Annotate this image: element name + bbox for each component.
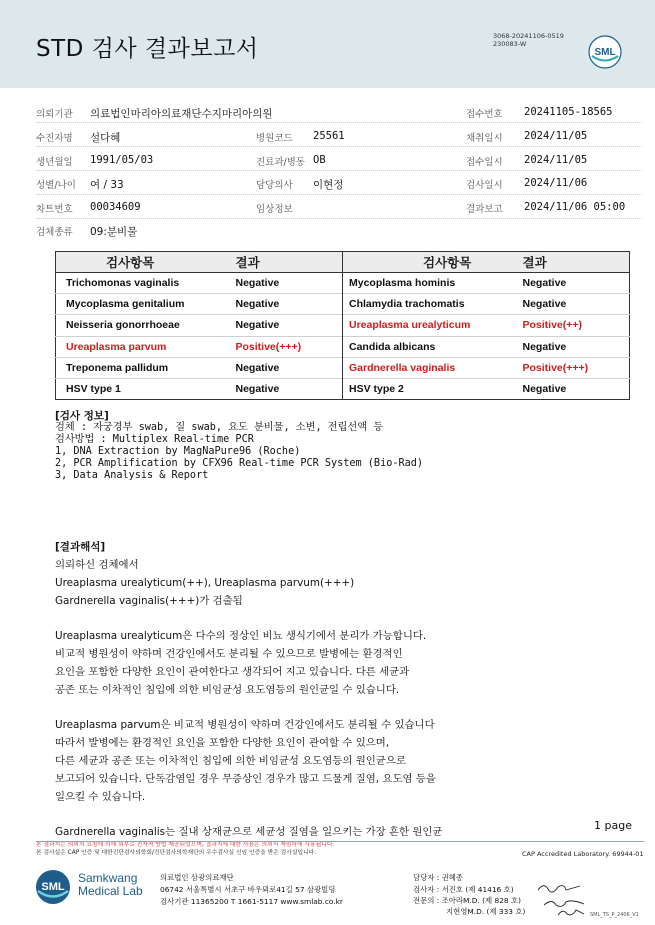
interpretation-line: 공존 또는 이차적인 침입에 의한 비임균성 요도염등의 원인균일 수 있습니다. bbox=[55, 684, 400, 696]
info-divider bbox=[36, 146, 642, 147]
hospital-code-label: 병원코드 bbox=[256, 133, 293, 144]
signature-tester bbox=[536, 880, 582, 896]
table-row bbox=[56, 357, 630, 378]
doctor-value: 이현정 bbox=[313, 179, 344, 191]
staff-specialist-2: 지현영M.D. (제 333 호) bbox=[446, 907, 526, 916]
info-divider bbox=[36, 122, 642, 123]
patient-value: 설다혜 bbox=[90, 132, 121, 144]
test-info-heading: [검사 정보] bbox=[55, 410, 109, 422]
reported-label: 결과보고 bbox=[466, 204, 503, 215]
institution-value: 의료법인마리아의료재단수지마리아의원 bbox=[90, 108, 273, 120]
page-number: 1 page bbox=[594, 819, 632, 832]
signature-specialist-2 bbox=[556, 906, 586, 919]
chart-label: 차트번호 bbox=[36, 204, 73, 215]
document-code-line-1: 3068-20241106-0519 bbox=[493, 32, 564, 40]
cap-accreditation: CAP Accredited Laboratory. 69944-01 bbox=[522, 850, 644, 858]
collected-value: 2024/11/05 bbox=[524, 130, 588, 142]
staff-manager: 담당자 : 권혜종 bbox=[413, 873, 464, 882]
sex-age-value: 여 / 33 bbox=[90, 179, 124, 191]
staff-tester: 검사자 : 서진호 (제 41416 호) bbox=[413, 885, 514, 894]
dept-label: 진료과/병동 bbox=[256, 157, 306, 168]
test-result: Negative bbox=[236, 273, 343, 294]
test-item: Candida albicans bbox=[343, 336, 523, 357]
info-divider bbox=[36, 170, 642, 171]
interpretation-line: 다른 세균과 공존 또는 이차적인 침입에 의한 비임균성 요도염등의 원인균으로 bbox=[55, 755, 406, 767]
receipt-no-value: 20241105-18565 bbox=[524, 106, 613, 118]
test-item: Neisseria gonorrhoeae bbox=[56, 315, 236, 336]
tested-label: 검사일시 bbox=[466, 180, 503, 191]
test-result: Negative bbox=[236, 378, 343, 399]
collected-label: 채취일시 bbox=[466, 133, 503, 144]
col-header-item: 검사항목 bbox=[56, 252, 236, 273]
sex-age-label: 성별/나이 bbox=[36, 180, 76, 191]
sml-footer-logo-icon bbox=[34, 868, 72, 906]
interpretation-line: 비교적 병원성이 약하며 건강인에서도 분리될 수 있으므로 발병에는 환경적인 bbox=[55, 648, 403, 660]
form-code: SML_TS_P_2406_V1 bbox=[590, 912, 639, 918]
brand-subname: Medical Lab bbox=[78, 884, 143, 898]
interpretation-heading: [결과해석] bbox=[55, 541, 106, 553]
info-divider bbox=[36, 218, 642, 219]
doctor-label: 담당의사 bbox=[256, 180, 293, 191]
table-row bbox=[56, 336, 630, 357]
footer-divider bbox=[36, 841, 644, 842]
table-row bbox=[56, 315, 630, 336]
chart-value: 00034609 bbox=[90, 201, 141, 213]
interpretation-line: 요인을 포함한 다양한 요인이 관여한다고 생각되어 지고 있습니다. 다른 세균과 bbox=[55, 666, 410, 678]
specimen-label: 검체종류 bbox=[36, 227, 73, 238]
footer-certification: 본 검사실은 CAP 인증 및 대한진단검사의학회/진단검사의학재단의 우수검사실 신임 인증을 받은 검사실입니다. bbox=[36, 850, 317, 856]
specimen-value: 09:분비물 bbox=[90, 226, 138, 238]
staff-specialist-1: 전문의 : 조아라M.D. (제 828 호) bbox=[413, 896, 521, 905]
lab-contact: 검사기관 11365200 T 1661-5117 www.smlab.co.kr bbox=[160, 897, 343, 906]
test-info-section bbox=[55, 410, 423, 482]
dob-value: 1991/05/03 bbox=[90, 154, 154, 166]
test-result: Negative bbox=[523, 378, 630, 399]
sml-logo-text: SML bbox=[594, 47, 616, 58]
test-result: Positive(+++) bbox=[236, 336, 343, 357]
table-row bbox=[56, 273, 630, 294]
test-item: Chlamydia trachomatis bbox=[343, 294, 523, 315]
test-info-line: 1, DNA Extraction by MagNaPure96 (Roche) bbox=[55, 446, 301, 457]
interpretation-line: Ureaplasma parvum은 비교적 병원성이 약하며 건강인에서도 분리될 수 있습니다 bbox=[55, 719, 435, 731]
lab-address: 06742 서울특별시 서초구 바우뫼로41길 57 삼광빌딩 bbox=[160, 885, 336, 894]
col-header-item: 검사항목 bbox=[343, 252, 523, 273]
interpretation-line: 보고되어 있습니다. 단독감염일 경우 무증상인 경우가 많고 드물게 질염, 요도염 등을 bbox=[55, 773, 436, 785]
dept-value: OB bbox=[313, 154, 326, 166]
hospital-code-value: 25561 bbox=[313, 130, 345, 142]
patient-label: 수진자명 bbox=[36, 133, 73, 144]
dob-label: 생년월일 bbox=[36, 157, 73, 168]
test-item: HSV type 1 bbox=[56, 378, 236, 399]
test-result: Negative bbox=[236, 357, 343, 378]
interpretation-line: Ureaplasma urealyticum은 다수의 정상인 비뇨 생식기에서 분리가 가능합니다. bbox=[55, 630, 427, 642]
interpretation-line: Gardnerella vaginalis는 질내 상재균으로 세균성 질염을 일으키는 가장 흔한 원인균 bbox=[55, 826, 443, 838]
brand-name: Samkwang bbox=[78, 871, 138, 885]
interpretation-line: Ureaplasma urealyticum(++), Ureaplasma parvum(+++) bbox=[55, 577, 355, 589]
results-table bbox=[55, 251, 630, 400]
interpretation-line: 따라서 발병에는 환경적인 요인을 포함한 다양한 요인이 관여할 수 있으며, bbox=[55, 737, 390, 749]
test-item: Ureaplasma urealyticum bbox=[343, 315, 523, 336]
test-result: Negative bbox=[523, 336, 630, 357]
test-item: Ureaplasma parvum bbox=[56, 336, 236, 357]
test-item: Trichomonas vaginalis bbox=[56, 273, 236, 294]
clinical-label: 임상정보 bbox=[256, 204, 293, 215]
test-result: Negative bbox=[236, 294, 343, 315]
test-info-line: 3, Data Analysis & Report bbox=[55, 470, 209, 481]
institution-label: 의뢰기관 bbox=[36, 109, 73, 120]
test-item: HSV type 2 bbox=[343, 378, 523, 399]
test-info-line: 검체 : 자궁경부 swab, 질 swab, 요도 분비물, 소변, 전립선액 등 bbox=[55, 422, 384, 433]
document-code-line-2: 230083-W bbox=[493, 40, 527, 48]
test-item: Mycoplasma hominis bbox=[343, 273, 523, 294]
interpretation-section bbox=[55, 538, 635, 841]
col-header-result: 결과 bbox=[236, 252, 343, 273]
reported-value: 2024/11/06 05:00 bbox=[524, 201, 626, 213]
tested-value: 2024/11/06 bbox=[524, 177, 588, 189]
table-row bbox=[56, 294, 630, 315]
interpretation-line: 의뢰하신 검체에서 bbox=[55, 559, 139, 571]
table-row bbox=[56, 378, 630, 399]
test-info-line: 검사방법 : Multiplex Real-time PCR bbox=[55, 434, 254, 445]
results-table-header bbox=[56, 252, 630, 273]
test-item: Mycoplasma genitalium bbox=[56, 294, 236, 315]
sml-footer-logo-text: SML bbox=[41, 881, 65, 893]
received-value: 2024/11/05 bbox=[524, 154, 588, 166]
test-result: Positive(+++) bbox=[523, 357, 630, 378]
interpretation-line: 일으킬 수 있습니다. bbox=[55, 791, 146, 803]
report-title: STD 검사 결과보고서 bbox=[36, 36, 259, 62]
sml-logo-icon bbox=[588, 35, 622, 69]
lab-name: 의료법인 삼광의료재단 bbox=[160, 873, 234, 882]
test-info-line: 2, PCR Amplification by CFX96 Real-time PCR System (Bio-Rad) bbox=[55, 458, 424, 469]
receipt-no-label: 접수번호 bbox=[466, 109, 503, 120]
test-result: Negative bbox=[523, 294, 630, 315]
col-header-result: 결과 bbox=[523, 252, 630, 273]
test-item: Treponema pallidum bbox=[56, 357, 236, 378]
interpretation-line: Gardnerella vaginalis(+++)가 검출됨 bbox=[55, 595, 243, 607]
info-divider bbox=[36, 194, 642, 195]
document-code bbox=[493, 32, 564, 48]
test-result: Negative bbox=[236, 315, 343, 336]
test-result: Positive(++) bbox=[523, 315, 630, 336]
footer-disclaimer: 본 결과지는 의뢰처 요청에 의해 외부로 전자적 방법 제공되었으며, 결과지에 대한 사용은 의뢰처 책임하에 사용됩니다. bbox=[36, 842, 335, 848]
test-item: Gardnerella vaginalis bbox=[343, 357, 523, 378]
test-result: Negative bbox=[523, 273, 630, 294]
received-label: 접수일시 bbox=[466, 157, 503, 168]
